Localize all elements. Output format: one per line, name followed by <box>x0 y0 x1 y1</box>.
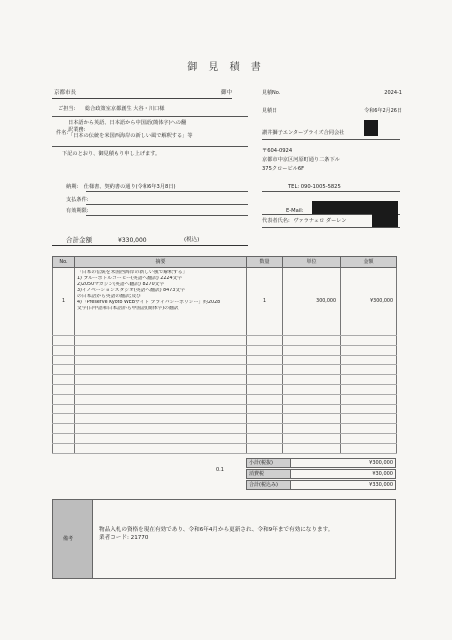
rep-underline <box>262 227 400 228</box>
vendor-address2: 375クロービル6F <box>262 166 305 172</box>
attention-row <box>58 106 248 113</box>
description-line: 文字(日中語和日本語から中国語(簡体字)の翻訳 <box>77 305 179 311</box>
rep-seal-redaction <box>372 214 398 228</box>
estimate-no-value: 2024-1 <box>384 89 402 96</box>
client-line <box>52 88 232 99</box>
empty-cell <box>283 345 341 355</box>
table-row-empty <box>53 345 397 355</box>
grand-total-label: 合計(税込み) <box>247 481 291 489</box>
subject-line: 「日本の伝統を米国西海岸の新しい風で解釈する」等 <box>68 133 193 139</box>
remarks-line: 業者コード: 21770 <box>99 535 149 542</box>
empty-cell <box>341 433 397 443</box>
delivery-value: 仕様書、契約書の通り(令和6年3月8日) <box>83 184 176 190</box>
row-description <box>75 268 247 336</box>
tax-row <box>246 469 396 479</box>
empty-cell <box>75 355 247 365</box>
empty-cell <box>75 433 247 443</box>
total-amount: ¥330,000 <box>118 237 147 244</box>
empty-cell <box>53 355 75 365</box>
empty-cell <box>75 336 247 346</box>
vendor-rep-label: 代表者氏名: <box>262 218 290 224</box>
empty-cell <box>53 443 75 453</box>
row-no: 1 <box>53 268 75 336</box>
empty-cell <box>247 355 283 365</box>
empty-cell <box>341 394 397 404</box>
empty-cell <box>75 375 247 385</box>
vendor-tel: TEL: 090-1005-5825 <box>288 184 341 190</box>
estimate-no-row <box>262 88 402 97</box>
remarks-label: 備考 <box>63 536 74 542</box>
empty-cell <box>247 443 283 453</box>
empty-cell <box>247 345 283 355</box>
empty-cell <box>283 424 341 434</box>
empty-cell <box>341 404 397 414</box>
empty-cell <box>247 424 283 434</box>
description-line: 2)2050マガジン(英語へ翻訳) 8270文字 <box>77 281 165 287</box>
empty-cell <box>247 394 283 404</box>
payment-label: 支払条件: <box>66 197 89 203</box>
empty-cell <box>341 424 397 434</box>
empty-cell <box>75 443 247 453</box>
empty-cell <box>247 384 283 394</box>
table-header-row <box>53 257 397 268</box>
tax-rate-note: 0.1 <box>216 467 224 473</box>
subtotal-row <box>246 458 396 468</box>
header-description: 摘要 <box>75 257 247 268</box>
table-row-empty <box>53 443 397 453</box>
empty-cell <box>53 394 75 404</box>
table-row-empty <box>53 394 397 404</box>
vendor-rep-value: ヴァラナェロ ダーレン <box>293 218 347 224</box>
vendor-underline <box>262 139 400 140</box>
empty-cell <box>283 336 341 346</box>
empty-cell <box>341 365 397 375</box>
table-row <box>53 268 397 336</box>
total-label: 合計金額 <box>66 236 92 244</box>
empty-cell <box>53 424 75 434</box>
items-table <box>52 256 397 454</box>
empty-cell <box>247 414 283 424</box>
empty-cell <box>341 414 397 424</box>
table-row-empty <box>53 433 397 443</box>
empty-cell <box>247 336 283 346</box>
vendor-email-label: E-Mail: <box>286 208 304 214</box>
validity-underline <box>86 215 248 216</box>
empty-cell <box>283 365 341 375</box>
client-name: 京都市長 <box>54 90 77 97</box>
subject-label: 件名: <box>56 130 69 136</box>
attention-label: ご担当: <box>58 106 76 112</box>
delivery-row <box>66 184 176 191</box>
table-row-empty <box>53 424 397 434</box>
description-line: 4)「Preserve Kyoto WEBサイト プライバシーポリシー」約2028 <box>77 299 221 305</box>
tax-label: 消費税 <box>247 470 291 478</box>
client-honorific: 御中 <box>220 90 232 97</box>
empty-cell <box>247 433 283 443</box>
tel-underline <box>262 191 400 192</box>
empty-cell <box>341 443 397 453</box>
empty-cell <box>53 345 75 355</box>
empty-cell <box>283 433 341 443</box>
delivery-label: 納期: <box>66 184 79 190</box>
estimate-no-label: 見積No. <box>262 89 281 96</box>
validity-label: 有効期限: <box>66 208 89 214</box>
description-line: 1) ブルーボトルコーヒー(英語へ翻訳) 2224文字 <box>77 275 183 281</box>
remarks-text <box>99 526 333 542</box>
empty-cell <box>75 414 247 424</box>
document-title: 御 見 積 書 <box>187 62 265 73</box>
empty-cell <box>341 345 397 355</box>
description-line: 3)イノベーションスタジオ(英語へ翻訳) 8473文字 <box>77 287 185 293</box>
remarks-label-cell <box>53 500 93 578</box>
grand-total-value: ¥330,000 <box>369 482 393 488</box>
vendor-postal: 〒604-0924 <box>262 148 293 154</box>
empty-cell <box>283 384 341 394</box>
empty-cell <box>283 355 341 365</box>
description-line: の日本語から英語の翻訳;及び <box>77 293 141 299</box>
header-amount: 金額 <box>341 257 397 268</box>
empty-cell <box>53 404 75 414</box>
row-quantity: 1 <box>247 268 283 336</box>
company-seal-redaction <box>364 120 378 136</box>
empty-cell <box>247 365 283 375</box>
table-row-empty <box>53 336 397 346</box>
estimate-date-value: 令和6年2月26日 <box>364 107 402 114</box>
empty-cell <box>53 336 75 346</box>
estimate-date-label: 見積日 <box>262 107 278 114</box>
empty-cell <box>341 336 397 346</box>
delivery-underline <box>86 191 248 192</box>
empty-cell <box>75 404 247 414</box>
remarks-box <box>52 499 396 579</box>
grand-total-row <box>246 480 396 490</box>
empty-cell <box>75 365 247 375</box>
empty-cell <box>341 384 397 394</box>
empty-cell <box>53 414 75 424</box>
empty-cell <box>283 414 341 424</box>
subtotal-label: 小計(税抜) <box>247 459 291 467</box>
empty-cell <box>53 433 75 443</box>
attention-underline <box>52 116 248 117</box>
vendor-company: 讃井獅子エンタープライズ合同会社 <box>262 130 345 136</box>
attention-value: 総合政策室京都創生 大谷・川口様 <box>84 106 165 112</box>
row-amount: ¥300,000 <box>341 268 397 336</box>
empty-cell <box>341 375 397 385</box>
empty-cell <box>247 404 283 414</box>
empty-cell <box>75 384 247 394</box>
empty-cell <box>283 443 341 453</box>
email-redaction <box>312 201 398 214</box>
header-quantity: 数量 <box>247 257 283 268</box>
vendor-rep-row <box>262 218 346 225</box>
table-row-empty <box>53 384 397 394</box>
header-no: No. <box>53 257 75 268</box>
remarks-line: 物品入札の資格を現在有効であり、令和6年4月から更新され、令和9年まで有効になります。 <box>99 527 334 533</box>
subject-line: 日本語から英語、日本語から中国語(簡体字)への翻 <box>68 120 187 126</box>
table-row-empty <box>53 375 397 385</box>
subject-underline <box>52 146 248 147</box>
empty-cell <box>283 375 341 385</box>
total-underline <box>52 245 248 246</box>
payment-underline <box>86 204 248 205</box>
empty-cell <box>283 394 341 404</box>
vendor-address1: 京都市中京区河原町通り二条下ル <box>262 157 340 163</box>
intro-text: 下記のとおり、御見積もり申し上げます。 <box>62 151 161 157</box>
total-tax-note: (税込) <box>184 237 200 243</box>
subject-line: 訳業務: <box>68 126 86 133</box>
table-row-empty <box>53 404 397 414</box>
empty-cell <box>247 375 283 385</box>
empty-cell <box>53 375 75 385</box>
empty-cell <box>53 384 75 394</box>
empty-cell <box>341 355 397 365</box>
empty-cell <box>75 424 247 434</box>
description-line: 「日本の伝統を米国西海岸の新しい風で解釈する」 <box>77 270 188 275</box>
table-row-empty <box>53 365 397 375</box>
empty-cell <box>53 365 75 375</box>
empty-cell <box>283 404 341 414</box>
tax-value: ¥30,000 <box>372 471 393 477</box>
subject-block <box>68 120 248 140</box>
subtotal-value: ¥300,000 <box>369 460 393 466</box>
table-row-empty <box>53 414 397 424</box>
empty-cell <box>75 345 247 355</box>
estimate-date-row <box>262 106 402 115</box>
header-unit-price: 単位 <box>283 257 341 268</box>
table-row-empty <box>53 355 397 365</box>
empty-cell <box>75 394 247 404</box>
row-unit-price: 300,000 <box>283 268 341 336</box>
